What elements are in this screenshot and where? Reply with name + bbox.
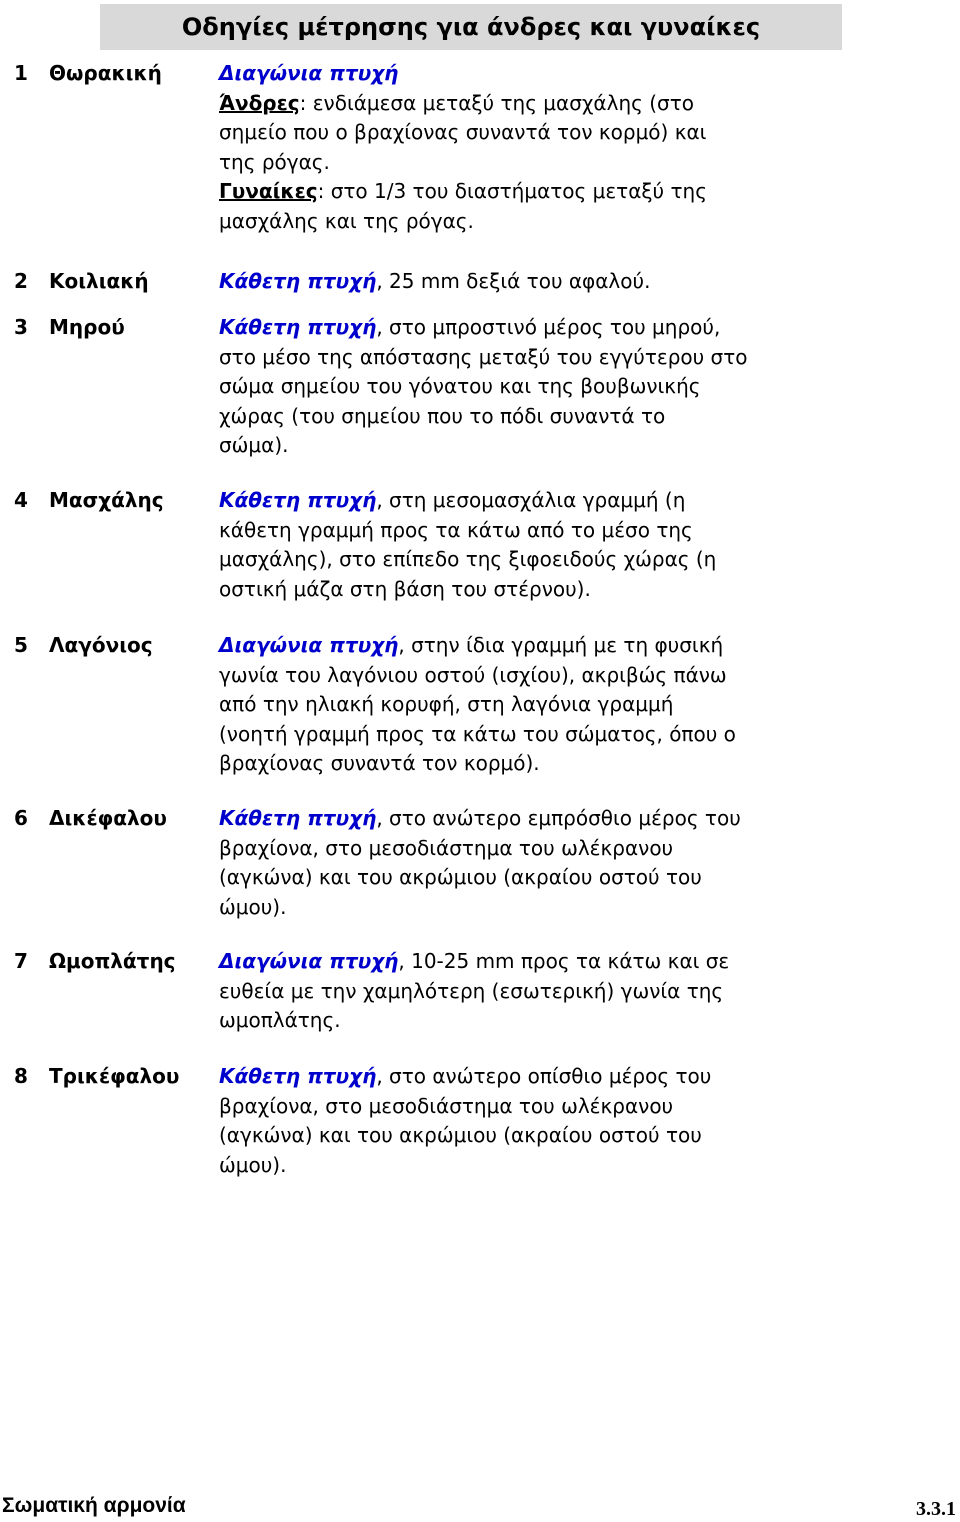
description-line: ώμου). bbox=[219, 1152, 287, 1177]
description-line: βραχίονα, στο μεσοδιάστημα του ωλέκρανου bbox=[219, 835, 674, 860]
fold-type: Κάθετη πτυχή bbox=[219, 315, 377, 339]
description-line: γωνία του λαγόνιου οστού (ισχίου), ακριβώς πάνω bbox=[219, 662, 727, 687]
entry-number: 3 bbox=[14, 315, 28, 339]
entry-number: 8 bbox=[14, 1064, 28, 1088]
fold-type: Διαγώνια πτυχή bbox=[219, 949, 399, 973]
site-name: Θωρακική bbox=[49, 61, 162, 85]
site-name: Τρικέφαλου bbox=[49, 1064, 180, 1088]
fold-type: Κάθετη πτυχή bbox=[219, 488, 377, 512]
description-line: βραχίονα, στο μεσοδιάστημα του ωλέκρανου bbox=[219, 1093, 674, 1118]
site-name: Μασχάλης bbox=[49, 488, 164, 512]
description-line: , στο ανώτερο εμπρόσθιο μέρος του bbox=[376, 806, 741, 830]
description-line: στο μέσο της απόστασης μεταξύ του εγγύτερου στο bbox=[219, 344, 748, 369]
footer-page-number: 3.3.1 bbox=[916, 1498, 956, 1520]
description-line: ευθεία με την χαμηλότερη (εσωτερική) γωνία της bbox=[219, 978, 724, 1003]
description-line: (αγκώνα) και του ακρώμιου (ακραίου οστού του bbox=[219, 1123, 702, 1148]
entry-number: 1 bbox=[14, 61, 28, 85]
site-name: Κοιλιακή bbox=[49, 269, 149, 293]
description-line: , 10-25 mm προς τα κάτω και σε bbox=[398, 949, 730, 973]
description-line: χώρας (του σημείου που το πόδι συναντά το bbox=[219, 403, 666, 428]
fold-type: Διαγώνια πτυχή bbox=[219, 633, 399, 657]
description-line: ώμου). bbox=[219, 894, 287, 919]
description-line: : ενδιάμεσα μεταξύ της μασχάλης (στο bbox=[299, 90, 694, 115]
description-line: σώμα σημείου του γόνατου και της βουβωνικής bbox=[219, 374, 701, 399]
description-line: (αγκώνα) και του ακρώμιου (ακραίου οστού του bbox=[219, 865, 702, 890]
description-line: μασχάλης και της ρόγας. bbox=[219, 208, 474, 233]
description-line: : στο 1/3 του διαστήματος μεταξύ της bbox=[317, 179, 707, 204]
description-line: μασχάλης), στο επίπεδο της ξιφοειδούς χώρας (η bbox=[219, 547, 717, 572]
entry-number: 6 bbox=[14, 806, 28, 830]
description-line: , στη μεσομασχάλια γραμμή (η bbox=[376, 488, 686, 512]
fold-type: Κάθετη πτυχή bbox=[219, 269, 377, 293]
entry-description bbox=[219, 59, 841, 237]
description-line: , στην ίδια γραμμή με τη φυσική bbox=[398, 633, 724, 657]
description-line: , στο ανώτερο οπίσθιο μέρος του bbox=[376, 1064, 712, 1088]
description-line: ωμοπλάτης. bbox=[219, 1008, 341, 1033]
site-name: Δικέφαλου bbox=[49, 806, 167, 830]
description-line: κάθετη γραμμή προς τα κάτω από το μέσο της bbox=[219, 517, 693, 542]
entry-number: 7 bbox=[14, 949, 28, 973]
page-title: Οδηγίες μέτρησης για άνδρες και γυναίκες bbox=[181, 13, 761, 41]
footer-section-title: Σωματική αρμονία bbox=[2, 1494, 186, 1517]
entry-number: 5 bbox=[14, 633, 28, 657]
women-label: Γυναίκες bbox=[219, 179, 318, 204]
description-line: σώμα). bbox=[219, 433, 289, 458]
description-line: οστική μάζα στη βάση του στέρνου). bbox=[219, 576, 591, 601]
description-line: , στο μπροστινό μέρος του μηρού, bbox=[376, 315, 721, 339]
entry-description bbox=[219, 313, 841, 461]
fold-type: Κάθετη πτυχή bbox=[219, 1064, 377, 1088]
title-bar bbox=[100, 4, 842, 50]
description-line: της ρόγας. bbox=[219, 149, 330, 174]
description-line: (νοητή γραμμή προς τα κάτω του σώματος, όπου ο bbox=[219, 721, 736, 746]
entry-description bbox=[219, 1062, 841, 1180]
entry-number: 4 bbox=[14, 488, 28, 512]
description-line: , 25 mm δεξιά του αφαλού. bbox=[376, 269, 651, 293]
entry-description bbox=[219, 267, 841, 297]
entry-description bbox=[219, 804, 841, 922]
fold-type: Διαγώνια πτυχή bbox=[219, 61, 399, 85]
men-label: Άνδρες bbox=[219, 90, 300, 115]
site-name: Μηρού bbox=[49, 315, 125, 339]
description-line: από την ηλιακή κορυφή, στη λαγόνια γραμμή bbox=[219, 692, 674, 717]
description-line: βραχίονας συναντά τον κορμό). bbox=[219, 751, 540, 776]
entry-description bbox=[219, 631, 841, 779]
description-line: σημείο που ο βραχίονας συναντά τον κορμό) και bbox=[219, 120, 707, 145]
entry-number: 2 bbox=[14, 269, 28, 293]
entry-description bbox=[219, 486, 841, 604]
site-name: Λαγόνιος bbox=[49, 633, 153, 657]
entry-description bbox=[219, 947, 841, 1036]
site-name: Ωμοπλάτης bbox=[49, 949, 176, 973]
fold-type: Κάθετη πτυχή bbox=[219, 806, 377, 830]
